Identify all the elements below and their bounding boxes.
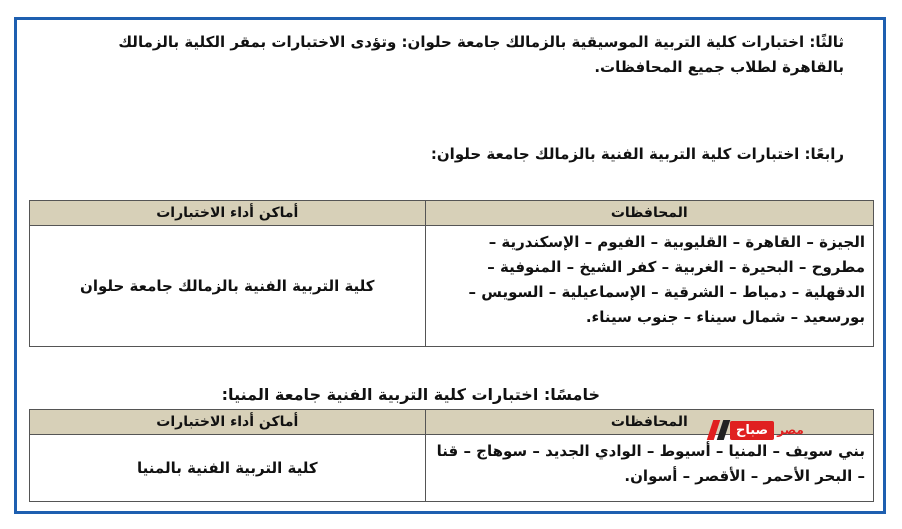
section-5-heading: خامسًا: اختبارات كلية التربية الفنية جامعة المنيا:: [221, 385, 600, 404]
governorates-cell: الجيزة – القاهرة – القليوبية – الفيوم – الإسكندرية – مطروح – البحيرة – الغربية – كفر الشيخ – المنوفية – الدقهلية – دمياط – الشرقية – الإسماعيلية – السويس – بورسعيد – شمال سيناء – جنوب سيناء.: [425, 226, 873, 347]
place-cell: كلية التربية الفنية بالمنيا: [30, 435, 426, 502]
governorates-cell: بني سويف – المنيا – أسيوط – الوادي الجديد – سوهاج – قنا – البحر الأحمر – الأقصر – أسوان.: [425, 435, 873, 502]
logo-brand: صباح: [730, 421, 774, 440]
col-header-governorates: المحافظات: [425, 410, 873, 435]
logo-country: مصر: [777, 423, 804, 437]
table-row: [30, 435, 874, 502]
col-header-governorates: المحافظات: [425, 201, 873, 226]
section-4-table: [29, 200, 874, 347]
watermark-logo: [710, 417, 850, 443]
place-cell: كلية التربية الفنية بالزمالك جامعة حلوان: [30, 226, 426, 347]
col-header-places: أماكن أداء الاختبارات: [30, 201, 426, 226]
col-header-places: أماكن أداء الاختبارات: [30, 410, 426, 435]
section-4-heading: رابعًا: اختبارات كلية التربية الفنية بالزمالك جامعة حلوان:: [430, 145, 844, 163]
section-3-paragraph: ثالثًا: اختبارات كلية التربية الموسيقية بالزمالك جامعة حلوان: وتؤدى الاختبارات بمقر الكلية بالزمالك بالقاهرة لطلاب جميع المحافظات.: [118, 33, 844, 76]
table-row: [30, 226, 874, 347]
table-header-row: [30, 201, 874, 226]
